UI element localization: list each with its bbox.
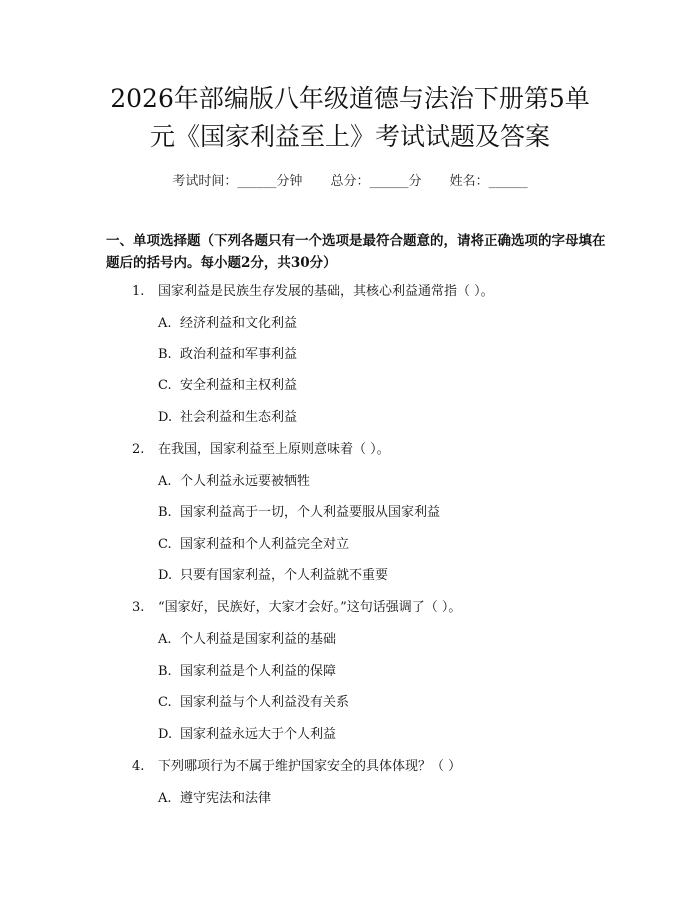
q1-option-c [158, 376, 297, 396]
question-text: “国家好，民族好，大家才会好。”这句话强调了（ ）。 [158, 600, 462, 615]
section-heading: 一、单项选择题（下列各题只有一个选项是最符合题意的，请将正确选项的字母填在题后的括号内。每小题2分，共30分） [106, 233, 606, 271]
q1-option-d [158, 408, 297, 428]
option-text: 政治利益和军事利益 [180, 347, 298, 362]
option-text: 国家利益高于一切，个人利益要服从国家利益 [180, 505, 441, 520]
question-number: 1. [132, 284, 145, 299]
option-letter: C. [158, 695, 172, 710]
q2-option-b [158, 503, 440, 523]
q3-option-b [158, 662, 336, 682]
q2-option-c [158, 535, 349, 555]
option-text: 国家利益永远大于个人利益 [180, 727, 337, 742]
document-title [60, 80, 640, 156]
q1-option-b [158, 345, 297, 365]
option-text: 个人利益是国家利益的基础 [180, 632, 337, 647]
option-text: 国家利益和个人利益完全对立 [180, 537, 350, 552]
option-letter: D. [158, 410, 173, 425]
question-3 [132, 598, 461, 618]
question-text: 在我国，国家利益至上原则意味着（ ）。 [158, 442, 390, 457]
q2-option-a [158, 472, 310, 492]
q3-option-d [158, 725, 336, 745]
question-1 [132, 282, 494, 302]
option-letter: D. [158, 727, 173, 742]
option-text: 社会利益和生态利益 [180, 410, 298, 425]
option-letter: A. [158, 791, 172, 806]
option-letter: C. [158, 537, 172, 552]
q4-option-a [158, 789, 271, 809]
question-2 [132, 440, 390, 460]
total-score-field: 总分：______分 [330, 174, 422, 189]
exam-info [0, 170, 700, 189]
q1-option-a [158, 314, 297, 334]
option-text: 国家利益是个人利益的保障 [180, 664, 337, 679]
option-text: 遵守宪法和法律 [180, 791, 272, 806]
title-line-1: 2026年部编版八年级道德与法治下册第5单 [110, 84, 590, 113]
student-name-field: 姓名：______ [449, 174, 528, 189]
q3-option-c [158, 693, 349, 713]
option-letter: A. [158, 474, 172, 489]
question-number: 4. [132, 759, 145, 774]
option-text: 个人利益永远要被牺牲 [180, 474, 311, 489]
question-number: 3. [132, 600, 145, 615]
question-text: 国家利益是民族生存发展的基础，其核心利益通常指（ ）。 [158, 284, 494, 299]
q2-option-d [158, 566, 388, 586]
option-text: 经济利益和文化利益 [180, 316, 298, 331]
exam-time-field: 考试时间：______分钟 [172, 174, 303, 189]
q3-option-a [158, 630, 336, 650]
option-letter: D. [158, 568, 173, 583]
option-letter: A. [158, 316, 172, 331]
question-number: 2. [132, 442, 145, 457]
option-letter: B. [158, 505, 172, 520]
option-text: 只要有国家利益，个人利益就不重要 [180, 568, 389, 583]
option-letter: B. [158, 347, 172, 362]
title-line-2: 元《国家利益至上》考试试题及答案 [149, 122, 550, 151]
option-text: 安全利益和主权利益 [180, 378, 298, 393]
option-text: 国家利益与个人利益没有关系 [180, 695, 350, 710]
question-text: 下列哪项行为不属于维护国家安全的具体体现？（ ） [158, 759, 462, 774]
option-letter: B. [158, 664, 172, 679]
option-letter: A. [158, 632, 172, 647]
question-4 [132, 757, 461, 777]
option-letter: C. [158, 378, 172, 393]
